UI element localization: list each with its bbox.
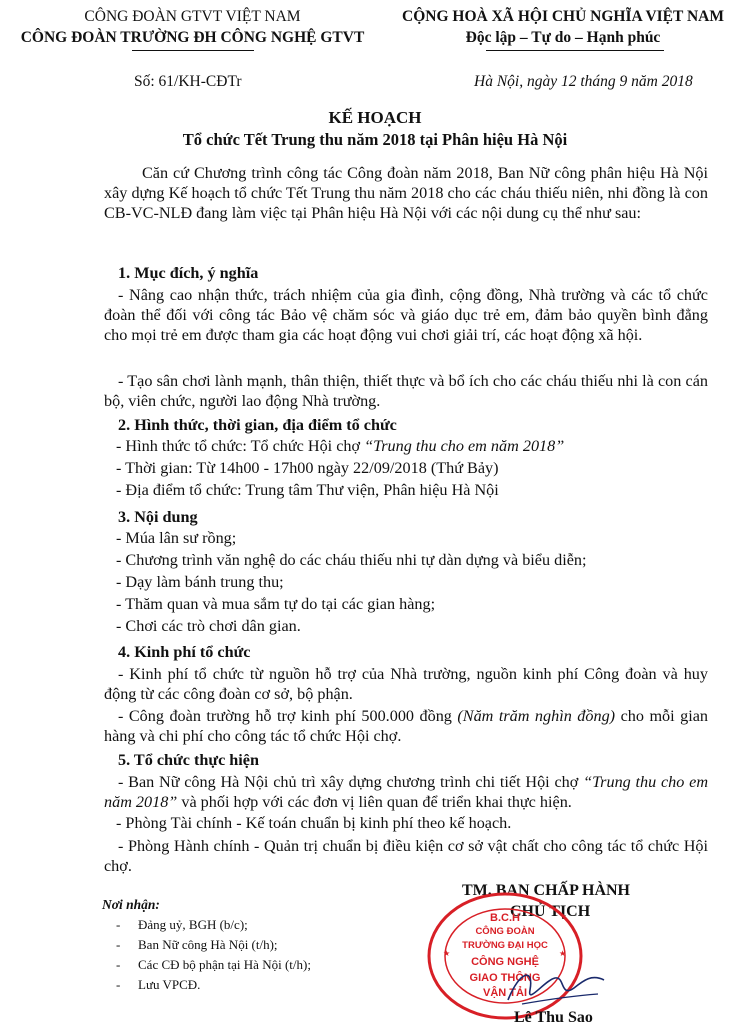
- doc-subtitle: Tổ chức Tết Trung thu năm 2018 tại Phân hiệu Hà Nội: [182, 130, 568, 149]
- stamp-text: B.C.H: [490, 912, 520, 924]
- section4-p2-tail: cho mỗi gian hàng và chi phí cho công tác tổ chức Hội chợ.: [104, 707, 708, 746]
- section3-heading: 3. Nội dung: [118, 508, 198, 526]
- section5-paragraph-3: - Phòng Hành chính - Quản trị chuẩn bị điều kiện cơ sở vật chất cho công tác tổ chức Hội chợ.: [104, 837, 708, 876]
- handwritten-signature: [500, 960, 610, 1015]
- section5-paragraph-2: - Phòng Tài chính - Kế toán chuẩn bị kinh phí theo kế hoạch.: [116, 814, 512, 832]
- section1-paragraph-2: - Tạo sân chơi lành mạnh, thân thiện, thiết thực và bổ ích cho các cháu thiếu nhi là con cán bộ, viên chức, người lao động Nhà trường.: [104, 372, 708, 411]
- section3-item: - Dạy làm bánh trung thu;: [116, 573, 284, 591]
- signature-title: TM. BAN CHẤP HÀNH: [462, 882, 630, 899]
- recipient-text: Các CĐ bộ phận tại Hà Nội (t/h);: [138, 957, 311, 972]
- recipient-item: - Các CĐ bộ phận tại Hà Nội (t/h);: [116, 957, 311, 972]
- section4-heading: 4. Kinh phí tổ chức: [118, 643, 251, 661]
- recipients-label: Nơi nhận:: [102, 897, 160, 912]
- signer-name: Lê Thu Sao: [514, 1009, 593, 1026]
- stamp-text: CÔNG NGHỆ: [471, 956, 539, 968]
- stamp-star-icon: ★: [443, 949, 451, 958]
- stamp-star-icon: ★: [559, 949, 567, 958]
- recipient-item: - Lưu VPCĐ.: [116, 977, 201, 992]
- header-right-divider: [486, 50, 664, 51]
- recipient-item: - Đảng uỷ, BGH (b/c);: [116, 917, 248, 932]
- doc-number: Số: 61/KH-CĐTr: [134, 73, 242, 90]
- section2-time: - Thời gian: Từ 14h00 - 17h00 ngày 22/09/2018 (Thứ Bảy): [116, 459, 499, 477]
- nation-title: CỘNG HOÀ XÃ HỘI CHỦ NGHĨA VIỆT NAM: [402, 8, 724, 25]
- recipient-text: Đảng uỷ, BGH (b/c);: [138, 917, 248, 932]
- signature-position: CHỦ TỊCH: [510, 903, 591, 920]
- section5-p1-text: - Ban Nữ công Hà Nội chủ trì xây dựng chương trình chi tiết Hội chợ: [118, 773, 584, 791]
- stamp-text: CÔNG ĐOÀN: [475, 926, 535, 937]
- section1-paragraph-1: - Nâng cao nhận thức, trách nhiệm của gia đình, cộng đồng, Nhà trường và các tổ chức đoàn thể đối với công tác Bảo vệ chăm sóc và giáo dục trẻ em, đảm bảo quyền bình đẳng cho mọi trẻ em được tham gia các hoạt động vui chơi giải trí, các hoạt động xã hội.: [104, 286, 708, 345]
- section5-paragraph-1: [104, 772, 708, 812]
- nation-motto: Độc lập – Tự do – Hạnh phúc: [465, 29, 661, 46]
- section3-item: - Chương trình văn nghệ do các cháu thiếu nhi tự dàn dựng và biểu diễn;: [116, 551, 587, 569]
- doc-title: KẾ HOẠCH: [328, 108, 422, 127]
- org-parent: CÔNG ĐOÀN GTVT VIỆT NAM: [84, 8, 301, 25]
- stamp-text: TRƯỜNG ĐẠI HỌC: [462, 940, 548, 951]
- section5-heading: 5. Tổ chức thực hiện: [118, 751, 259, 769]
- place-date: Hà Nội, ngày 12 tháng 9 năm 2018: [474, 73, 693, 90]
- header-left-divider: [132, 50, 254, 51]
- section2-form: [116, 437, 564, 456]
- section3-item: - Múa lân sư rồng;: [116, 529, 237, 547]
- section2-heading: 2. Hình thức, thời gian, địa điểm tổ chức: [118, 416, 397, 434]
- section3-item: - Thăm quan và mua sắm tự do tại các gian hàng;: [116, 595, 436, 613]
- stamp-text: GIAO THÔNG: [469, 972, 541, 984]
- section3-item: - Chơi các trò chơi dân gian.: [116, 617, 301, 635]
- section4-p2-text: - Công đoàn trường hỗ trợ kinh phí 500.000 đồng: [118, 707, 458, 725]
- stamp-text: VẬN TẢI: [483, 987, 527, 999]
- section4-p2-amount-words: (Năm trăm nghìn đồng): [457, 707, 616, 725]
- section4-paragraph-2: [104, 706, 708, 746]
- recipient-text: Ban Nữ công Hà Nội (t/h);: [138, 937, 278, 952]
- section2-form-event: “Trung thu cho em năm 2018”: [364, 437, 565, 455]
- section1-heading: 1. Mục đích, ý nghĩa: [118, 264, 259, 282]
- org-name: CÔNG ĐOÀN TRƯỜNG ĐH CÔNG NGHỆ GTVT: [20, 29, 365, 46]
- section5-p1-tail: và phối hợp với các đơn vị liên quan để triển khai thực hiện.: [177, 793, 572, 812]
- section4-paragraph-1: - Kinh phí tổ chức từ nguồn hỗ trợ của Nhà trường, nguồn kinh phí Công đoàn và huy động từ các công đoàn cơ sở, bộ phận.: [104, 665, 708, 704]
- section2-form-label: - Hình thức tổ chức: Tổ chức Hội chợ: [116, 437, 365, 455]
- section5-p1-event: “Trung thu cho em năm 2018”: [104, 773, 709, 812]
- recipient-text: Lưu VPCĐ.: [138, 977, 201, 992]
- section2-place: - Địa điểm tổ chức: Trung tâm Thư viện, Phân hiệu Hà Nội: [116, 481, 499, 499]
- intro-paragraph: Căn cứ Chương trình công tác Công đoàn năm 2018, Ban Nữ công phân hiệu Hà Nội xây dựng Kế hoạch tổ chức Tết Trung thu năm 2018 cho các cháu thiếu niên, nhi đồng là con CB-VC-NLĐ đang làm việc tại Phân hiệu Hà Nội với các nội dung cụ thể như sau:: [104, 164, 708, 223]
- recipient-item: - Ban Nữ công Hà Nội (t/h);: [116, 937, 278, 952]
